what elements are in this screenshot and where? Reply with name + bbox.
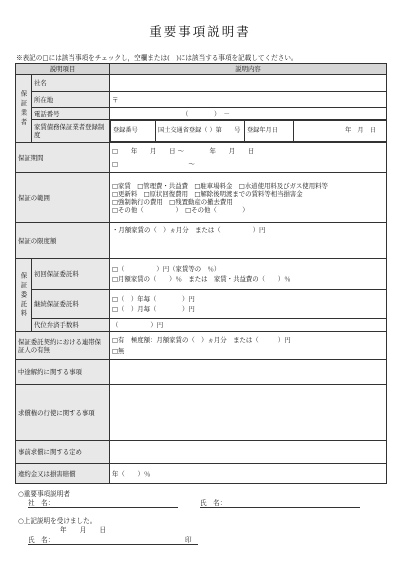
period-label: 保証期間 (16, 143, 110, 173)
scope-label: 保証の範囲 (16, 173, 110, 223)
penalty-label: 違約金又は損害賠償 (16, 464, 110, 484)
explainer-person-line[interactable] (200, 507, 360, 508)
advance-claim-field[interactable] (110, 441, 387, 464)
subrogation-fee-field[interactable]: （ ）円 (110, 319, 387, 332)
limit-label: 保証の限度額 (16, 223, 110, 259)
period-line-2: □ ～ (112, 160, 195, 168)
explainer-heading: ○重要事項説明者 (18, 490, 70, 498)
document-title: 重要事項説明書 (149, 24, 251, 39)
fees-label: 保証委託料 (16, 259, 32, 332)
registration-label: 家賃債務保証業者登録制度 (32, 120, 110, 143)
period-line-1: □ 年 月 日 ～ 年 月 日 (112, 147, 255, 155)
penalty-field[interactable]: 年（ ）％ (110, 464, 387, 484)
initial-fee-field[interactable] (110, 259, 387, 290)
claim-label: 求償権の行使に関する事項 (16, 385, 110, 441)
disclosure-form-table (15, 63, 387, 484)
initial-fee-label: 初回保証委託料 (32, 259, 110, 290)
reg-no-field[interactable]: 国土交通省登録（ ）第 号 (156, 121, 245, 142)
cancel-label: 中途解約に関する事項 (16, 360, 110, 385)
seal-mark: 印 (185, 536, 192, 544)
explainer-company-line[interactable] (28, 507, 178, 508)
scope-line-3: □強制執行の費用 □残置動産の撤去費用 (112, 197, 233, 206)
company-name-field[interactable] (110, 75, 387, 92)
company-name-label: 社名 (32, 75, 110, 92)
scope-line-2: □更新料 □原状回復費用 □解除後明渡までの賃料等相当損害金 (112, 189, 303, 198)
limit-field[interactable]: ・月額家賃の（ ）ヵ月分 または（ ）円 (110, 223, 387, 259)
receipt-name-line[interactable] (28, 544, 198, 545)
joint-guarantor-label: 保証委託契約における連帯保証人の有無 (16, 332, 110, 360)
cancel-field[interactable] (110, 360, 387, 385)
renewal-fee-line-1: □（ ）年毎（ ）円 (112, 295, 195, 303)
reg-date-field[interactable]: 年 月 日 (294, 121, 387, 142)
joint-guarantor-field[interactable] (110, 332, 387, 360)
subrogation-fee-label: 代位弁済手数料 (32, 319, 110, 332)
scope-field[interactable] (110, 173, 387, 223)
claim-field[interactable] (110, 385, 387, 441)
reg-date-label: 登録年月日 (245, 121, 294, 142)
renewal-fee-field[interactable] (110, 290, 387, 319)
header-content: 説明内容 (110, 64, 387, 75)
address-label: 所在地 (32, 92, 110, 108)
receipt-date[interactable]: 年 月 日 (60, 526, 107, 534)
renewal-fee-line-2: □（ ）月毎（ ）円 (112, 305, 195, 313)
phone-field[interactable]: （ ） － (110, 108, 387, 120)
reg-no-label: 登録番号 (111, 121, 156, 142)
receipt-name-label: 氏 名： (28, 536, 55, 544)
renewal-fee-label: 継続保証委託料 (32, 290, 110, 319)
guarantor-label: 保証業者 (16, 75, 32, 143)
initial-fee-line-2: □月額家賃の（ ）％ または 家賃・共益費の（ ）％ (112, 275, 291, 283)
advance-claim-label: 事前求償に関する定め (16, 441, 110, 464)
period-field[interactable] (110, 143, 387, 173)
address-field[interactable]: 〒 (110, 92, 387, 108)
explainer-person-label: 氏 名： (200, 499, 227, 507)
registration-cell (110, 120, 387, 143)
initial-fee-line-1: □（ ）円（家賃等の ％） (112, 265, 221, 273)
phone-label: 電話番号 (32, 108, 110, 120)
receipt-heading: ○上記説明を受けました。 (18, 517, 97, 525)
scope-line-1: □家賃 □管理費・共益費 □駐車場料金 □水道使用料及びガス使用料等 (112, 181, 328, 190)
header-item: 説明項目 (16, 64, 110, 75)
instruction-note: ※表記の□には該当事項をチェックし，空欄または( )には該当する事項を記載してください。 (16, 54, 298, 62)
explainer-company-label: 社 名： (28, 499, 55, 507)
joint-guarantor-no: □無 (112, 347, 125, 355)
scope-line-4: □その他（ ） □その他（ ） (112, 205, 249, 214)
joint-guarantor-yes: □有 極度額：月額家賃の（ ）ヵ月分 または（ ）円 (112, 336, 291, 344)
